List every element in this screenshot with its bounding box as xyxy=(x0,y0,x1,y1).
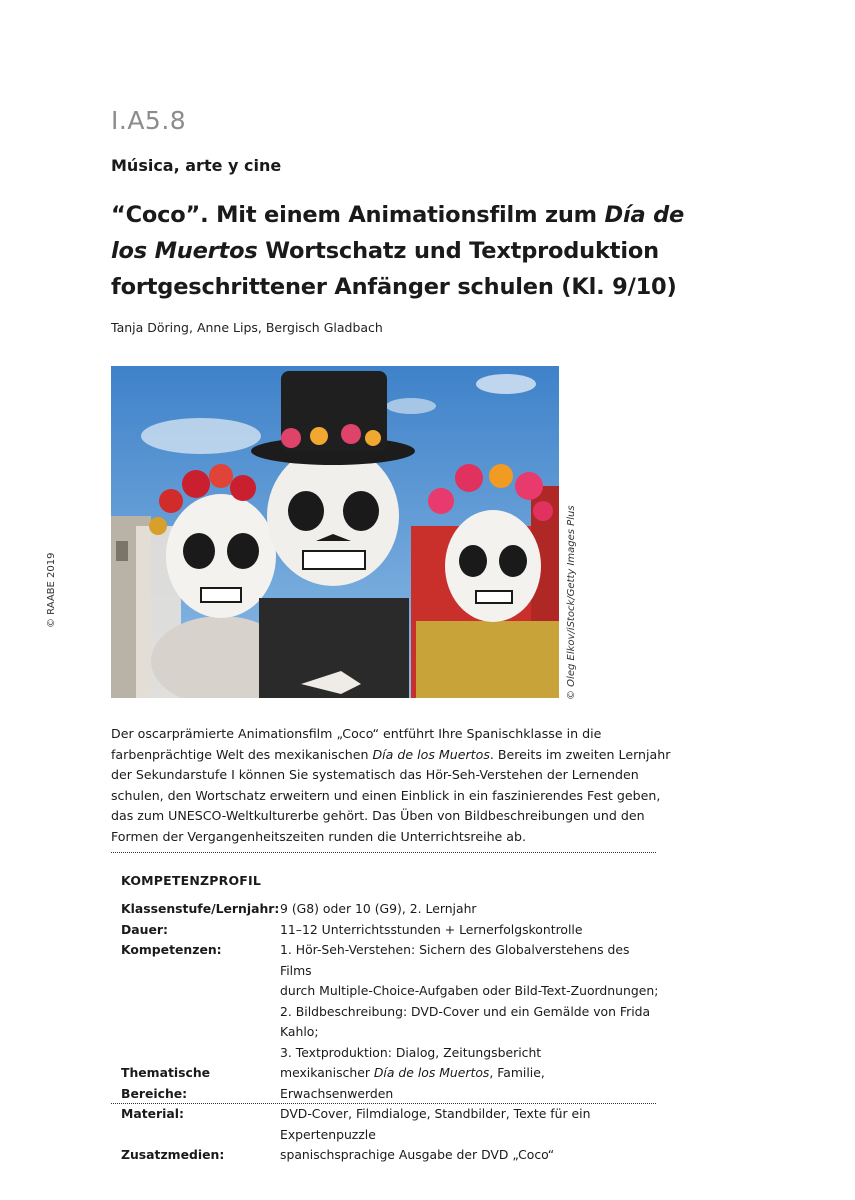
divider-top xyxy=(111,852,656,853)
intro-italic: Día de los Muertos xyxy=(372,746,490,762)
profile-row xyxy=(121,1063,661,1104)
authors: Tanja Döring, Anne Lips, Bergisch Gladbach xyxy=(111,320,383,335)
copyright-vertical: © RAABE 2019 xyxy=(46,552,57,628)
thema-italic: Día de los Muertos xyxy=(373,1065,490,1080)
competence-line: 2. Bildbeschreibung: DVD-Cover und ein Gemälde von Frida Kahlo; xyxy=(280,1003,651,1039)
profile-row xyxy=(121,940,661,1063)
profile-label: Thematische Bereiche: xyxy=(121,1065,211,1101)
title-italic: Día de los Muertos xyxy=(111,202,685,264)
profile-value: DVD-Cover, Filmdialoge, Standbilder, Texte für ein Expertenpuzzle xyxy=(280,1106,591,1142)
competence-line: 1. Hör-Seh-Verstehen: Sichern des Globalverstehens des Films xyxy=(280,942,630,978)
profile-label: Klassenstufe/Lernjahr: xyxy=(121,901,280,916)
profile-label: Zusatzmedien: xyxy=(121,1147,225,1162)
page-title xyxy=(111,197,691,305)
divider-bottom xyxy=(111,1103,656,1104)
competence-profile-table xyxy=(121,899,661,1166)
profile-row xyxy=(121,920,661,941)
competence-line: 3. Textproduktion: Dialog, Zeitungsbericht xyxy=(280,1044,542,1060)
intro-text-2: . Bereits im zweiten Lernjahr der Sekundarstufe I können Sie systematisch das Hör-Seh-Verstehen der Lernenden schulen, den Wortschatz erweitern und einen Einblick in ein faszinierendes Fest geben, das zum UNESCO-Weltkulturerbe gehört. Das Üben von Bildbeschreibungen und den Formen der Vergangenheitszeiten runden die Unterrichtsreihe ab. xyxy=(111,746,671,844)
profile-value xyxy=(280,1063,661,1104)
catrina-skulls-illustration xyxy=(111,366,559,698)
profile-value: 9 (G8) oder 10 (G9), 2. Lernjahr xyxy=(280,901,477,916)
section-title: Música, arte y cine xyxy=(111,156,282,175)
profile-value xyxy=(280,940,661,1063)
profile-row xyxy=(121,1145,661,1166)
thema-pre: mexikanischer xyxy=(280,1065,374,1080)
profile-value: 11–12 Unterrichtsstunden + Lernerfolgskontrolle xyxy=(280,921,583,937)
intro-text-1: Der oscarprämierte Animationsfilm „Coco“ entführt Ihre Spanischklasse in die farbenprächtige Welt des mexikanischen xyxy=(111,726,602,762)
profile-label: Material: xyxy=(121,1106,184,1121)
section-code: I.A5.8 xyxy=(111,106,187,135)
photo-credit: © Oleg Elkov/iStock/Getty Images Plus xyxy=(566,505,577,700)
competence-line: durch Multiple-Choice-Aufgaben oder Bild-Text-Zuordnungen; xyxy=(280,983,659,998)
intro-paragraph xyxy=(111,724,671,848)
profile-row xyxy=(121,899,661,920)
title-part-2: Wortschatz und Textproduktion fortgeschrittener Anfänger schulen (Kl. 9/10) xyxy=(111,238,677,300)
profile-row xyxy=(121,1104,661,1145)
title-part-1: “Coco”. Mit einem Animationsfilm zum xyxy=(111,202,605,228)
hero-photo xyxy=(111,366,559,698)
profile-label: Dauer: xyxy=(121,921,168,937)
competence-profile-heading: KOMPETENZPROFIL xyxy=(121,873,262,888)
thema-post: , Familie, Erwachsenwerden xyxy=(280,1065,545,1101)
profile-value: spanischsprachige Ausgabe der DVD „Coco“ xyxy=(280,1147,555,1162)
profile-label: Kompetenzen: xyxy=(121,942,222,957)
